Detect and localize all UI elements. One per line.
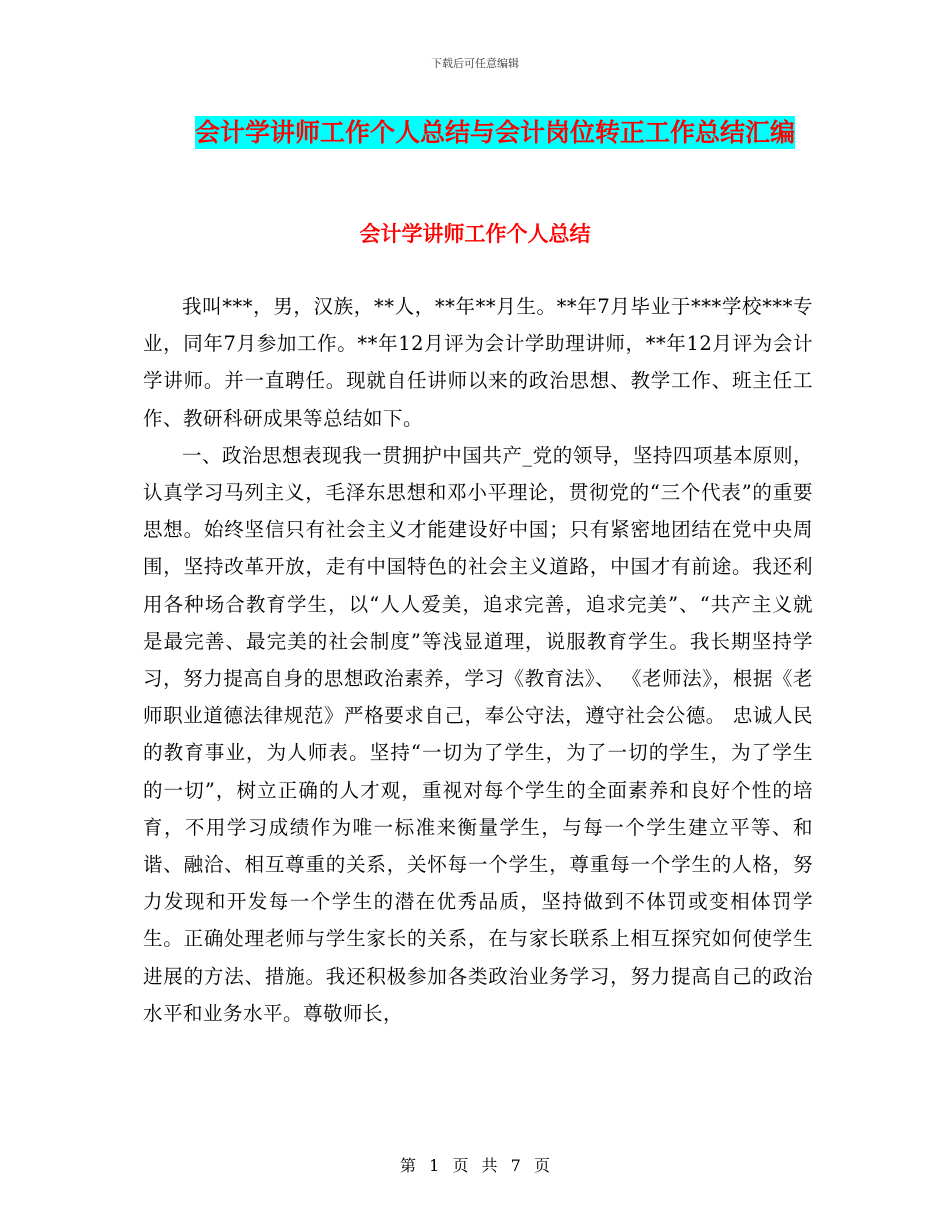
footer-label-ye: 页 <box>533 1156 550 1175</box>
document-title-text: 会计学讲师工作个人总结与会计岗位转正工作总结汇编 <box>194 118 795 147</box>
footer-current-page: 1 <box>429 1156 440 1175</box>
body-text <box>143 288 813 1032</box>
footer-total-pages: 7 <box>510 1156 521 1175</box>
document-title <box>175 110 815 156</box>
section-title: 会计学讲师工作个人总结 <box>359 222 591 246</box>
footer-label-ye: 页 <box>452 1156 469 1175</box>
paragraph-political: 一、政治思想表现我一贯拥护中国共产_党的领导，坚持四项基本原则，认真学习马列主义，毛泽东思想和邓小平理论，贯彻党的“三个代表”的重要思想。始终坚信只有社会主义才能建设好中国；只有紧密地团结在党中央周围，坚持改革开放，走有中国特色的社会主义道路，中国才有前途。我还利用各种场合教育学生，以“人人爱美，追求完善，追求完美”、“共产主义就是最完善、最完美的社会制度”等浅显道理，说服教育学生。我长期坚持学习，努力提高自身的思想政治素养，学习《教育法》、 《老师法》，根据《老师职业道德法律规范》严格要求自己，奉公守法，遵守社会公德。 忠诚人民的教育事业，为人师表。坚持“一切为了学生，为了一切的学生，为了学生的一切”，树立正确的人才观，重视对每个学生的全面素养和良好个性的培育，不用学习成绩作为唯一标准来衡量学生，与每一个学生建立平等、和谐、融洽、相互尊重的关系，关怀每一个学生，尊重每一个学生的人格，努力发现和开发每一个学生的潜在优秀品质，坚持做到不体罚或变相体罚学生。正确处理老师与学生家长的关系，在与家长联系上相互探究如何使学生进展的方法、措施。我还积极参加各类政治业务学习，努力提高自己的政治水平和业务水平。尊敬师长， <box>143 443 813 1025</box>
footer-label-page: 第 <box>400 1156 417 1175</box>
footer-label-total: 共 <box>481 1156 498 1175</box>
paragraph-intro: 我叫***，男，汉族，**人，**年**月生。**年7月毕业于***学校***专业，同年7月参加工作。**年12月评为会计学助理讲师，**年12月评为会计学讲师。并一直聘任。现就自任讲师以来的政治思想、教学工作、班主任工作、教研科研成果等总结如下。 <box>143 295 813 430</box>
page-footer <box>0 1153 950 1176</box>
header-note: 下载后可任意编辑 <box>431 57 519 70</box>
